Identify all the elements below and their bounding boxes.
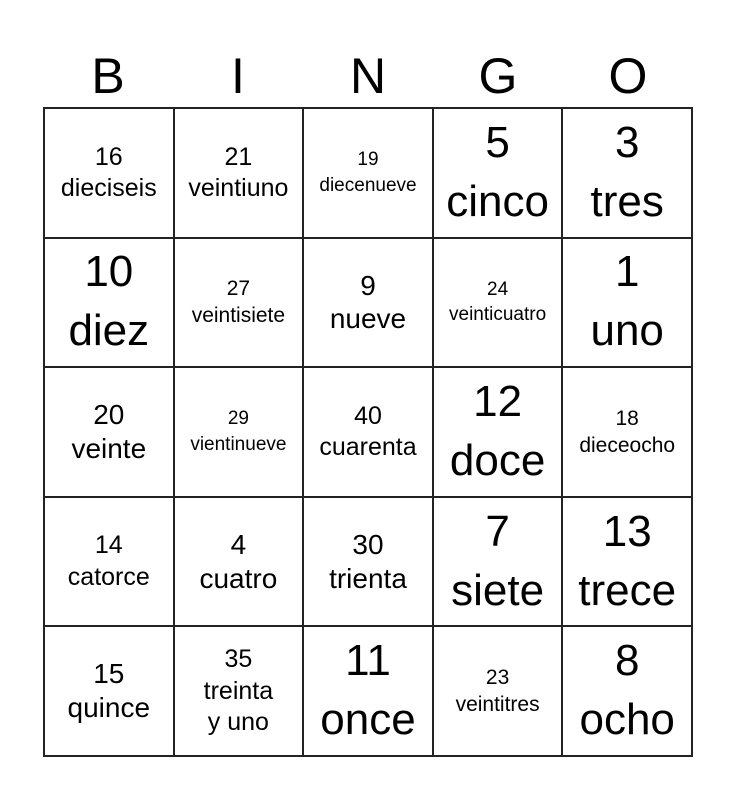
bingo-cell-text: 1 uno — [590, 247, 664, 356]
bingo-cell[interactable] — [174, 626, 304, 756]
bingo-cell-text: 12 doce — [449, 377, 546, 485]
bingo-cell-text: 27 veintisiete — [191, 277, 286, 328]
bingo-cell[interactable] — [433, 626, 563, 756]
bingo-cell-text: 20 veinte — [71, 399, 147, 464]
bingo-cell-text: 8 ocho — [579, 636, 675, 745]
bingo-cell-text: 10 diez — [68, 247, 150, 356]
bingo-cell[interactable] — [562, 626, 692, 756]
bingo-cell[interactable] — [303, 626, 433, 756]
bingo-grid — [43, 107, 693, 757]
bingo-cell-text: 13 trece — [578, 506, 677, 615]
bingo-cell[interactable] — [44, 108, 174, 238]
bingo-cell[interactable] — [303, 238, 433, 368]
bingo-cell[interactable] — [44, 367, 174, 497]
bingo-cell[interactable] — [433, 238, 563, 368]
header-letter-b: B — [91, 48, 125, 104]
bingo-cell-text: 29 vientinueve — [190, 408, 287, 455]
bingo-cell-text: 19 diecenueve — [319, 149, 417, 196]
bingo-cell[interactable] — [303, 497, 433, 627]
bingo-cell[interactable] — [174, 108, 304, 238]
bingo-cell-text: 5 cinco — [446, 117, 549, 226]
bingo-cell[interactable] — [174, 367, 304, 497]
header-letter-i: I — [231, 48, 245, 104]
bingo-cell-text: 11 once — [320, 636, 416, 745]
bingo-cell-text: 3 tres — [590, 117, 664, 226]
bingo-cell-text: 24 veinticuatro — [449, 278, 547, 326]
bingo-cell-text: 16 dieciseis — [60, 142, 157, 202]
bingo-cell-text: 4 cuatro — [199, 528, 278, 594]
bingo-cell-text: 21 veintiuno — [188, 142, 289, 202]
bingo-cell[interactable] — [562, 367, 692, 497]
bingo-cell-text: 40 cuarenta — [319, 401, 417, 461]
bingo-cell-text: 23 veintitres — [455, 665, 540, 717]
header-letter-o: O — [608, 48, 648, 104]
bingo-cell[interactable] — [44, 497, 174, 627]
bingo-cell-text: 18 dieceocho — [579, 406, 676, 457]
bingo-cell[interactable] — [303, 108, 433, 238]
bingo-header — [43, 48, 693, 104]
header-letter-n: N — [349, 48, 387, 104]
bingo-cell-text: 15 quince — [67, 658, 151, 724]
bingo-cell-text: 7 siete — [451, 506, 545, 615]
bingo-cell[interactable] — [433, 497, 563, 627]
header-letter-g: G — [478, 48, 518, 104]
bingo-cell[interactable] — [174, 238, 304, 368]
bingo-cell[interactable] — [44, 238, 174, 368]
bingo-cell[interactable] — [174, 497, 304, 627]
bingo-cell[interactable] — [562, 238, 692, 368]
bingo-cell-text: 30 trienta — [329, 528, 407, 594]
bingo-cell-text: 35 treinta y uno — [203, 645, 274, 736]
bingo-cell[interactable] — [433, 367, 563, 497]
bingo-cell[interactable] — [44, 626, 174, 756]
bingo-cell[interactable] — [303, 367, 433, 497]
bingo-cell[interactable] — [562, 108, 692, 238]
bingo-cell[interactable] — [562, 497, 692, 627]
bingo-cell-text: 9 nueve — [329, 269, 407, 335]
bingo-cell-text: 14 catorce — [67, 531, 150, 591]
bingo-cell[interactable] — [433, 108, 563, 238]
